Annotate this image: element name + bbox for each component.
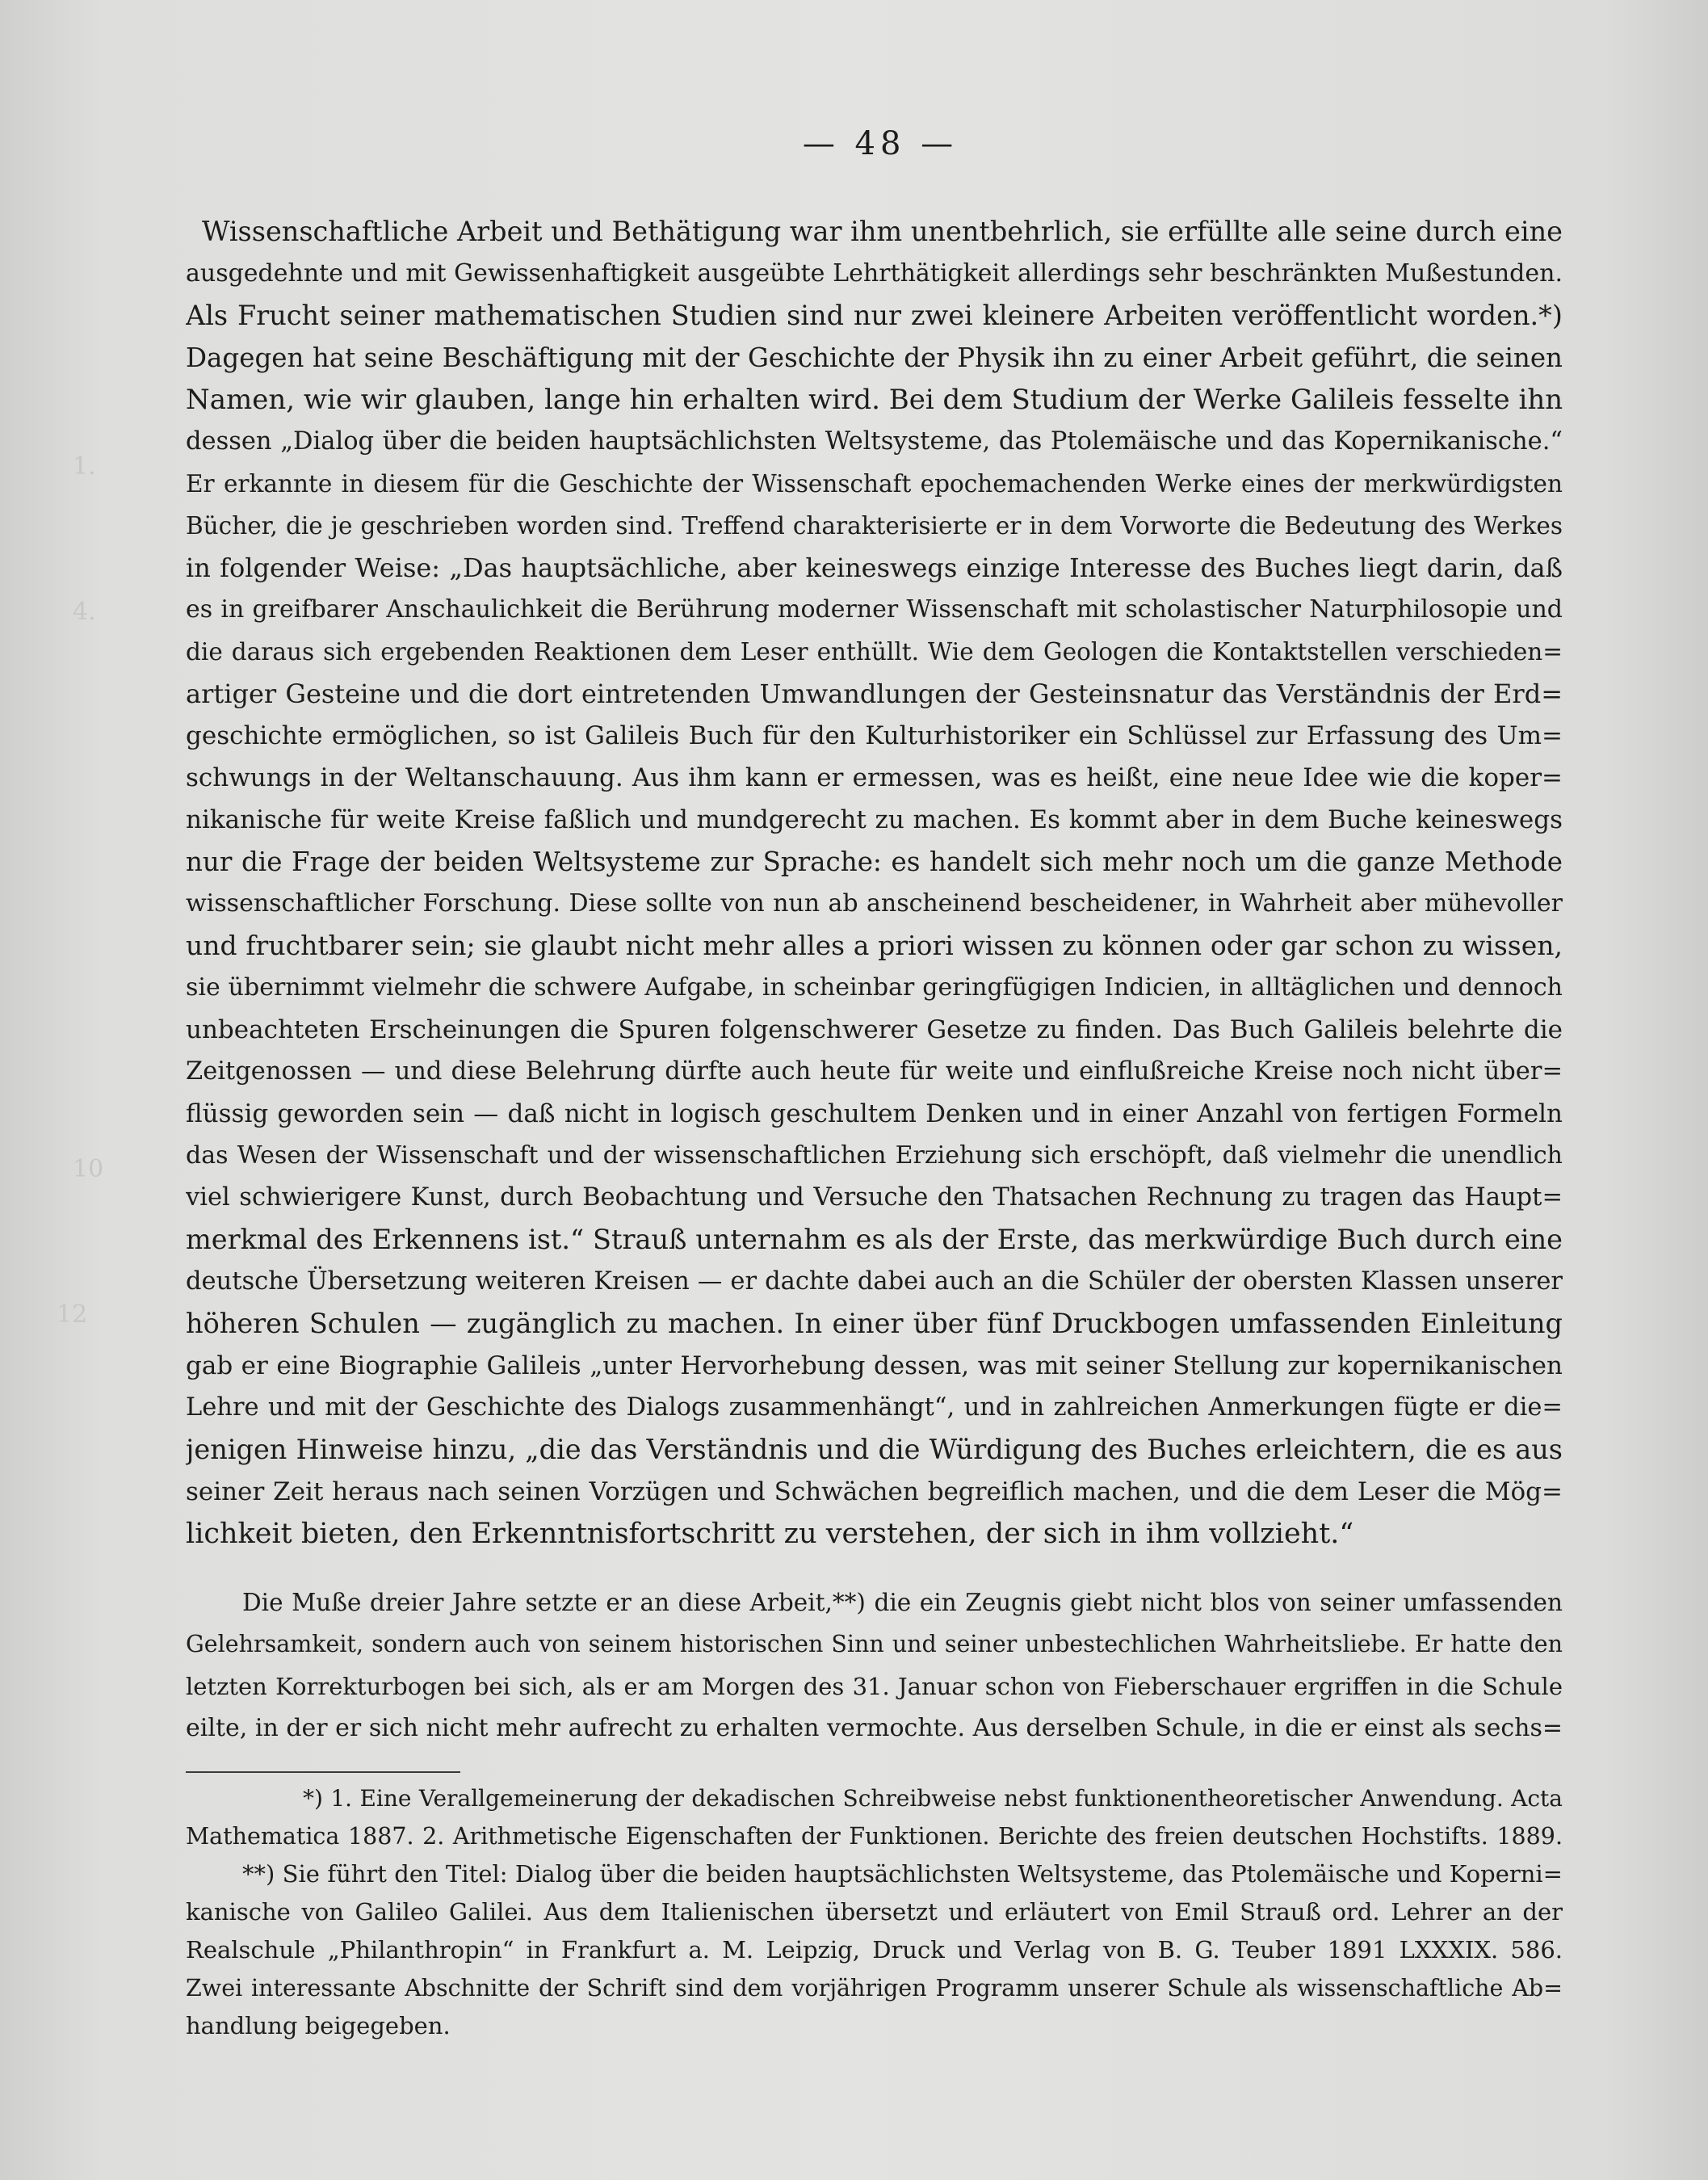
body-line: das Wesen der Wissenschaft und der wissenschaftlichen Erziehung sich erschöpft, daß vielmehr die unendlich [186, 1141, 1563, 1170]
body-line: gab er eine Biographie Galileis „unter Hervorhebung dessen, was mit seiner Stellung zur kopernikanischen [186, 1351, 1563, 1380]
body-line: dessen „Dialog über die beiden hauptsächlichsten Weltsysteme, das Ptolemäische und das Kopernikanische.“ [186, 427, 1563, 456]
body-line: schwungs in der Weltanschauung. Aus ihm kann er ermessen, was es heißt, eine neue Idee wie die koper= [186, 763, 1563, 792]
body-line: Die Muße dreier Jahre setzte er an diese Arbeit,**) die ein Zeugnis giebt nicht blos von seiner umfassenden [242, 1589, 1563, 1616]
body-line: nikanische für weite Kreise faßlich und mundgerecht zu machen. Es kommt aber in dem Buche keineswegs [186, 805, 1563, 834]
body-line: nur die Frage der beiden Weltsysteme zur Sprache: es handelt sich mehr noch um die ganze Methode [186, 846, 1563, 877]
body-line: viel schwierigere Kunst, durch Beobachtung und Versuche den Thatsachen Rechnung zu tragen das Haupt= [186, 1183, 1563, 1212]
body-line: Wissenschaftliche Arbeit und Bethätigung war ihm unentbehrlich, sie erfüllte alle seine durch eine [202, 216, 1563, 247]
body-line: und fruchtbarer sein; sie glaubt nicht mehr alles a priori wissen zu können oder gar schon zu wissen, [186, 930, 1563, 961]
page-number: — 48 — [802, 125, 959, 162]
body-line: lichkeit bieten, den Erkenntnisfortschritt zu verstehen, der sich in ihm vollzieht.“ [186, 1518, 1354, 1550]
body-line: Lehre und mit der Geschichte des Dialogs zusammenhängt“, und in zahlreichen Anmerkungen fügte er die= [186, 1393, 1563, 1422]
body-line: artiger Gesteine und die dort eintretenden Umwandlungen der Gesteinsnatur das Verständnis der Erd= [186, 678, 1563, 709]
body-line: Dagegen hat seine Beschäftigung mit der Geschichte der Physik ihn zu einer Arbeit geführt, die seinen [186, 342, 1563, 373]
bleed-through-texture: 10 [73, 1155, 104, 1183]
body-line: letzten Korrekturbogen bei sich, als er am Morgen des 31. Januar schon von Fieberschauer ergriffen in die Schule [186, 1673, 1563, 1700]
body-line: ausgedehnte und mit Gewissenhaftigkeit ausgeübte Lehrthätigkeit allerdings sehr beschränkten Mußestunden. [186, 259, 1563, 288]
body-line: Gelehrsamkeit, sondern auch von seinem historischen Sinn und seiner unbestechlichen Wahrheitsliebe. Er hatte den [186, 1631, 1563, 1657]
body-line: jenigen Hinweise hinzu, „die das Verständnis und die Würdigung des Buches erleichtern, die es aus [186, 1434, 1563, 1465]
body-line: Er erkannte in diesem für die Geschichte der Wissenschaft epochemachenden Werke eines der merkwürdigsten [186, 470, 1563, 498]
body-line: unbeachteten Erscheinungen die Spuren folgenschwerer Gesetze zu finden. Das Buch Galileis belehrte die [186, 1015, 1563, 1044]
footnote-line: kanische von Galileo Galilei. Aus dem Italienischen übersetzt und erläutert von Emil Strauß ord. Lehrer an der [186, 1898, 1563, 1926]
body-line: sie übernimmt vielmehr die schwere Aufgabe, in scheinbar geringfügigen Indicien, in alltäglichen und dennoch [186, 973, 1563, 1002]
body-line: wissenschaftlicher Forschung. Diese sollte von nun ab anscheinend bescheidener, in Wahrheit aber mühevoller [186, 889, 1563, 918]
bleed-through-texture: 1. [73, 452, 96, 481]
body-line: Als Frucht seiner mathematischen Studien sind nur zwei kleinere Arbeiten veröffentlicht worden.*) [186, 300, 1563, 331]
bleed-through-texture: 12 [57, 1300, 88, 1329]
footnote-line: Zwei interessante Abschnitte der Schrift sind dem vorjährigen Programm unserer Schule als wissenschaftliche Ab= [186, 1975, 1563, 2001]
footnote-line: Mathematica 1887. 2. Arithmetische Eigenschaften der Funktionen. Berichte des freien deutschen Hochstifts. 1889. [186, 1823, 1563, 1850]
body-line: eilte, in der er sich nicht mehr aufrecht zu erhalten vermochte. Aus derselben Schule, in die er einst als sechs= [186, 1714, 1563, 1742]
body-line: die daraus sich ergebenden Reaktionen dem Leser enthüllt. Wie dem Geologen die Kontaktstellen verschieden= [186, 638, 1563, 666]
footnote-line: **) Sie führt den Titel: Dialog über die beiden hauptsächlichsten Weltsysteme, das Ptolemäische und Koperni= [242, 1860, 1563, 1888]
body-line: in folgender Weise: „Das hauptsächliche, aber keineswegs einzige Interesse des Buches liegt darin, daß [186, 552, 1563, 583]
body-line: deutsche Übersetzung weiteren Kreisen — er dachte dabei auch an die Schüler der obersten Klassen unserer [186, 1267, 1563, 1296]
footnote-separator [186, 1771, 460, 1773]
body-line: geschichte ermöglichen, so ist Galileis Buch für den Kulturhistoriker ein Schlüssel zur Erfassung des Um= [186, 721, 1563, 750]
body-line: Bücher, die je geschrieben worden sind. Treffend charakterisierte er in dem Vorworte die Bedeutung des Werkes [186, 512, 1563, 540]
body-line: seiner Zeit heraus nach seinen Vorzügen und Schwächen begreiflich machen, und die dem Leser die Mög= [186, 1477, 1563, 1506]
body-line: flüssig geworden sein — daß nicht in logisch geschultem Denken und in einer Anzahl von fertigen Formeln [186, 1099, 1563, 1128]
bleed-through-texture: 4. [73, 598, 96, 626]
footnote-line: *) 1. Eine Verallgemeinerung der dekadischen Schreibweise nebst funktionentheoretischer Anwendung. Acta [303, 1785, 1563, 1812]
body-line: Namen, wie wir glauben, lange hin erhalten wird. Bei dem Studium der Werke Galileis fesselte ihn [186, 384, 1563, 416]
body-line: es in greifbarer Anschaulichkeit die Berührung moderner Wissenschaft mit scholastischer Naturphilosopie und [186, 595, 1563, 624]
footnote-line: Realschule „Philanthropin“ in Frankfurt a. M. Leipzig, Druck und Verlag von B. G. Teuber 1891 LXXXIX. 586. [186, 1936, 1563, 1964]
body-line: höheren Schulen — zugänglich zu machen. In einer über fünf Druckbogen umfassenden Einleitung [186, 1308, 1563, 1339]
body-line: merkmal des Erkennens ist.“ Strauß unternahm es als der Erste, das merkwürdige Buch durch eine [186, 1224, 1563, 1255]
footnote-line: handlung beigegeben. [186, 2012, 451, 2039]
body-line: Zeitgenossen — und diese Belehrung dürfte auch heute für weite und einflußreiche Kreise noch nicht über= [186, 1057, 1563, 1086]
